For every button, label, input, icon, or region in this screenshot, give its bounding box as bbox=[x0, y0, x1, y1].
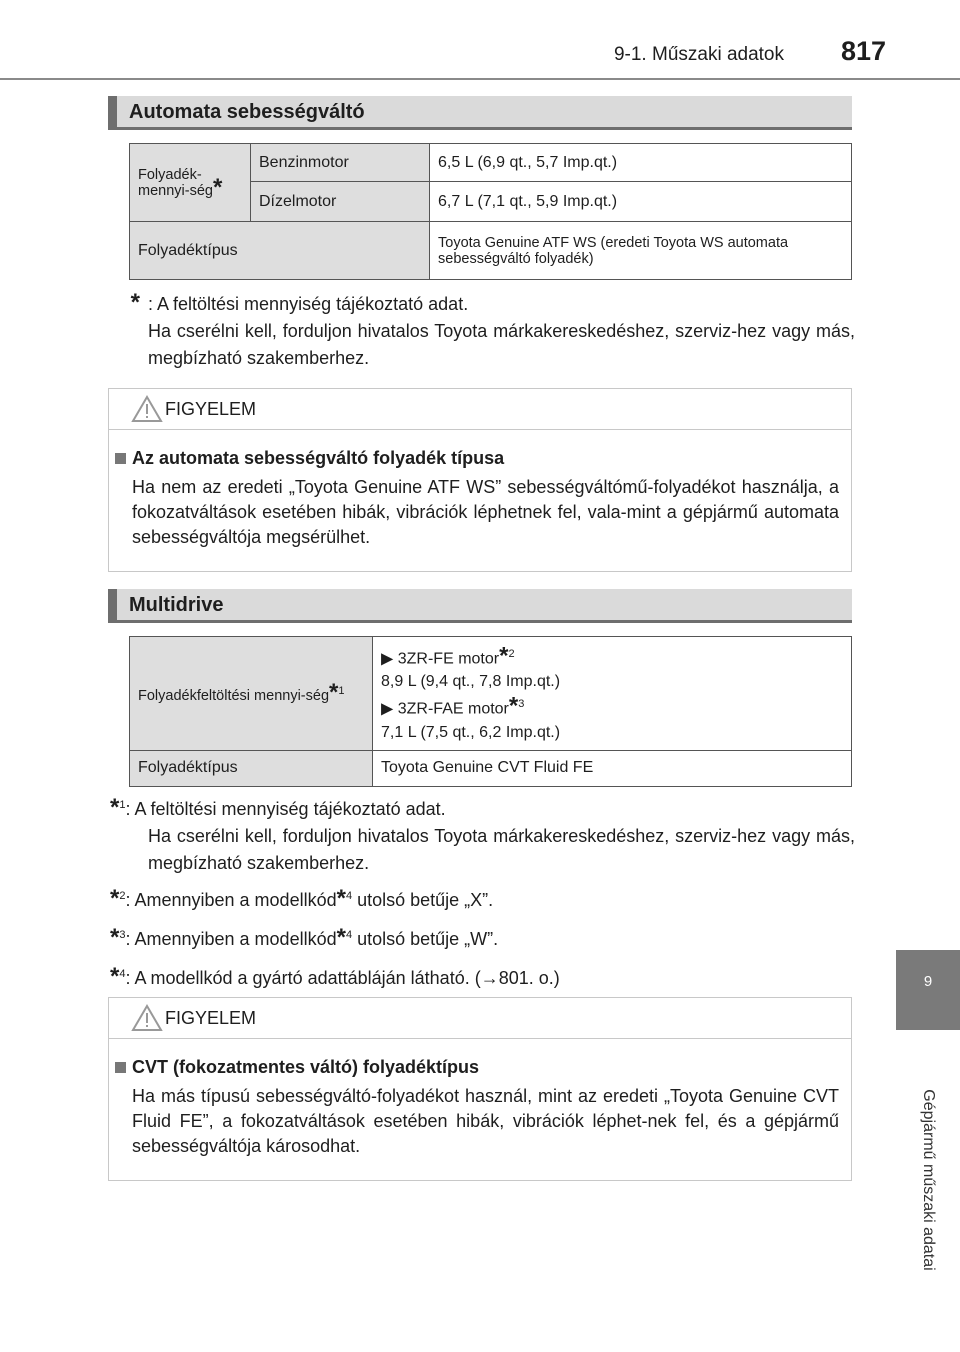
header-section: 9-1. Műszaki adatok bbox=[613, 44, 784, 65]
auto-footnote: * : A feltöltési mennyiség tájékoztató adat. Ha cserélni kell, forduljon hivatalos Toyota márkakereskedéshez, szerviz-hez vagy más, megbízható szakemberhez. bbox=[130, 289, 855, 368]
warning-body: Ha más típusú sebességváltó-folyadékot használ, mint az eredeti „Toyota Genuine CVT Fluid FE”, a fokozatváltások esetében hibák, vibrációk léphet-nek fel, és a gépjármű sebességváltója károsodhat. bbox=[132, 1086, 839, 1156]
multidrive-footnotes: *$^1$: A feltöltési mennyiség tájékoztató adat. Ha cserélni kell, forduljon hivatalos Toyota márkakereskedéshez, szerviz-hez vagy más, megbízható szakemberhez. *$^2$: Amennyiben a modellkód*$^4$ utolsó betűje „X”. *$^3$: Amennyiben a modellkód*$^4$ utolsó betűje „W”. *$^4$: A modellkód a gyártó adattábláján látható. (→801. o.) bbox=[110, 794, 855, 990]
warning-body: Ha nem az eredeti „Toyota Genuine ATF WS” sebességváltómű-folyadékot használja, a fokozatváltások esetében hibák, vibrációk léphetnek fel, vala-mint a gépjármű automata sebességváltója megsérülhet. bbox=[132, 477, 839, 547]
multi-capacity-value: ▶ 3ZR-FE motor*$^2$ 8,9 L (9,4 qt., 7,8 Imp.qt.) ▶ 3ZR-FAE motor*$^3$ 7,1 L (7,5 qt., 6,2 Imp.qt.) bbox=[373, 637, 852, 751]
section-title-multidrive: Multidrive bbox=[108, 589, 852, 623]
warning-label: FIGYELEM bbox=[165, 1008, 257, 1028]
section-title-automatic: Automata sebességváltó bbox=[108, 96, 852, 130]
multi-type-label: Folyadéktípus bbox=[130, 750, 373, 786]
petrol-value: 6,5 L (6,9 qt., 5,7 Imp.qt.) bbox=[430, 144, 852, 182]
multi-type-value: Toyota Genuine CVT Fluid FE bbox=[373, 750, 852, 786]
header-divider bbox=[0, 78, 960, 80]
fluid-type-value: Toyota Genuine ATF WS (eredeti Toyota WS automata sebességváltó folyadék) bbox=[430, 222, 852, 280]
chapter-tab: 9 bbox=[896, 950, 960, 1030]
automatic-fluid-table bbox=[129, 143, 852, 280]
petrol-label: Benzinmotor bbox=[251, 144, 430, 182]
warning-box-atf bbox=[108, 388, 852, 572]
page-number: 817 bbox=[840, 36, 886, 66]
chapter-label: Gépjármű műszaki adatai bbox=[920, 1089, 937, 1271]
warning-label: FIGYELEM bbox=[165, 399, 257, 419]
multi-capacity-label: Folyadékfeltöltési mennyi-ség*$^1$ bbox=[130, 637, 373, 751]
fluid-type-label: Folyadéktípus bbox=[130, 222, 430, 280]
diesel-label: Dízelmotor bbox=[251, 182, 430, 222]
warning-icon bbox=[131, 1004, 163, 1032]
multidrive-fluid-table bbox=[129, 636, 852, 787]
warning-title: Az automata sebességváltó folyadék típusa bbox=[132, 448, 505, 468]
warning-box-cvt bbox=[108, 997, 852, 1181]
diesel-value: 6,7 L (7,1 qt., 5,9 Imp.qt.) bbox=[430, 182, 852, 222]
warning-title: CVT (fokozatmentes váltó) folyadéktípus bbox=[132, 1057, 480, 1077]
warning-icon bbox=[131, 395, 163, 423]
capacity-label: Folyadék-mennyi-ség* bbox=[130, 144, 251, 222]
